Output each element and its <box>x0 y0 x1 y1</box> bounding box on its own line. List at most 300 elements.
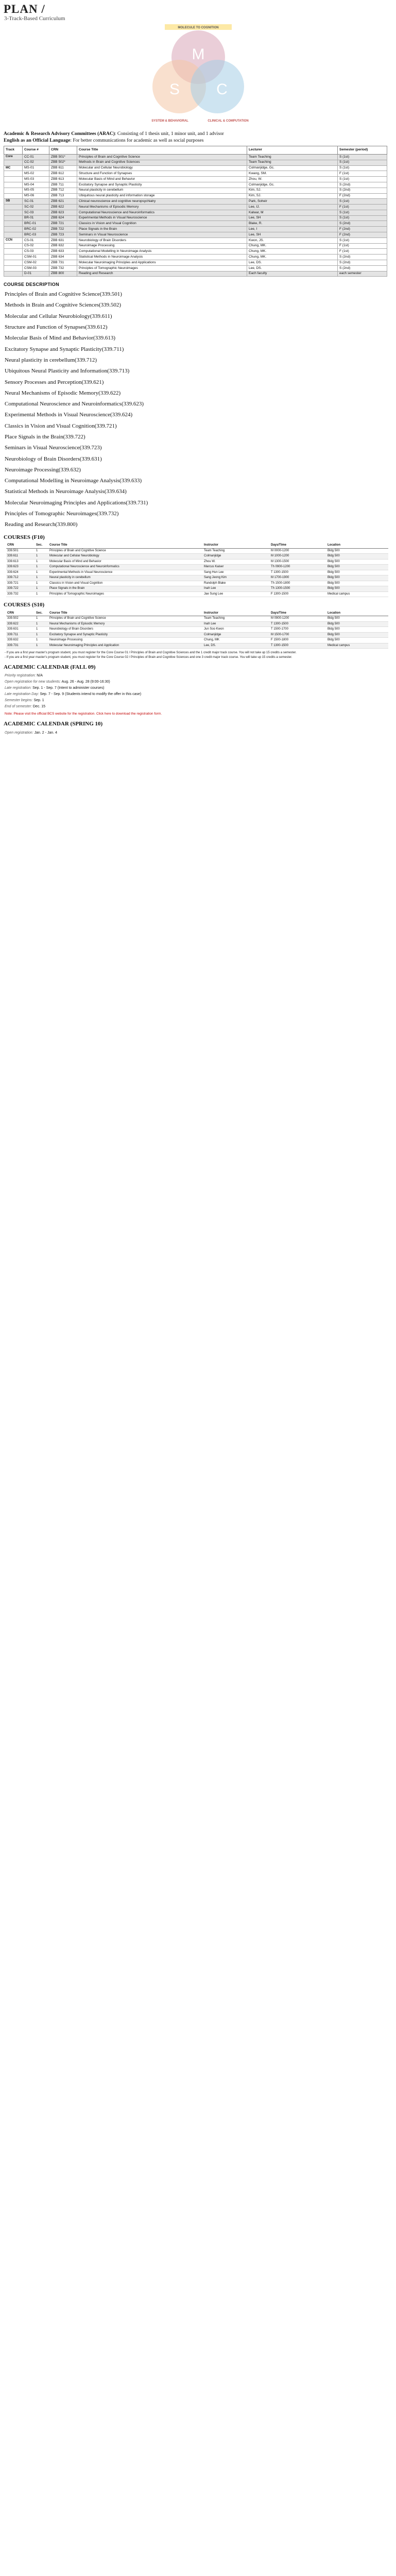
curriculum-cell-course: CS-01 <box>23 238 49 243</box>
curriculum-cell-crn: ZBB 712 <box>49 188 77 193</box>
curriculum-header-row <box>4 146 387 154</box>
curriculum-cell-lecturer: Team Teaching <box>247 160 338 165</box>
curriculum-row <box>4 154 387 160</box>
curriculum-cell-semester: S (2nd) <box>338 188 387 193</box>
schedule-cell: Th 1500-1800 <box>270 581 326 586</box>
schedule-cell: 339.613 <box>6 559 35 565</box>
curriculum-cell-track <box>4 232 23 238</box>
page-title: PLAN / <box>4 3 45 15</box>
schedule-cell: 339.721 <box>6 581 35 586</box>
curriculum-row <box>4 199 387 205</box>
curriculum-cell-track <box>4 188 23 193</box>
curriculum-row <box>4 177 387 182</box>
schedule-column-header: Instructor <box>203 611 270 616</box>
curriculum-cell-lecturer: Lee, SH <box>247 232 338 238</box>
curriculum-cell-semester: each semester <box>338 271 387 277</box>
curriculum-row <box>4 271 387 277</box>
schedule-cell: M 1500-1700 <box>270 632 326 638</box>
schedule-cell: M 1300-1500 <box>270 559 326 565</box>
schedule-cell: 1 <box>35 570 48 575</box>
curriculum-column-header: Track <box>4 146 23 154</box>
curriculum-cell-course: CC-01 <box>23 154 49 160</box>
schedule-cell: M 1000-1200 <box>270 554 326 560</box>
schedule-row <box>6 643 388 649</box>
schedule-row <box>6 548 388 554</box>
curriculum-cell-lecturer: Chung, MK. <box>247 243 338 249</box>
curriculum-cell-title: Computational Neuroscience and Neuroinformatics <box>77 210 247 215</box>
schedule-row <box>6 627 388 633</box>
course-description <box>5 291 392 299</box>
curriculum-cell-lecturer: Kwon, JS. <box>247 238 338 243</box>
schedule-cell: Th 1300-1500 <box>270 586 326 592</box>
curriculum-cell-title: Place Signals in the Brain <box>77 227 247 232</box>
curriculum-cell-track <box>4 160 23 165</box>
english-text: : For better communications for academic as well as social purposes <box>70 138 204 144</box>
curriculum-cell-course: MS-06 <box>23 193 49 199</box>
curriculum-cell-lecturer: Chung, MK. <box>247 249 338 255</box>
course-description-title: Molecular and Cellular Neurobiology(339.611) <box>5 313 112 319</box>
calendar-item-label: Late registration: <box>5 686 32 690</box>
calendar-item-label: End of semester: <box>5 704 32 708</box>
schedule-row <box>6 570 388 575</box>
curriculum-cell-title: Excitatory Synapse and Synaptic Plasticity <box>77 182 247 188</box>
curriculum-cell-title: Reading and Research <box>77 271 247 277</box>
curriculum-cell-track <box>4 260 23 266</box>
curriculum-cell-lecturer: Kim, SJ. <box>247 193 338 199</box>
schedule-cell: M 1700-1900 <box>270 575 326 581</box>
curriculum-cell-track <box>4 210 23 215</box>
curriculum-cell-semester: F (2nd) <box>338 232 387 238</box>
courses-f10-heading: COURSES (F10) <box>4 534 45 540</box>
course-description-title: Place Signals in the Brain(339.722) <box>5 434 85 440</box>
calendar-item <box>5 673 392 679</box>
curriculum-cell-lecturer: Colmanjidge, Gc. <box>247 165 338 171</box>
courses-f10-table <box>6 543 388 597</box>
curriculum-cell-course: BRC-02 <box>23 227 49 232</box>
curriculum-cell-title: Computational Modelling in Neuroimage Analysis <box>77 249 247 255</box>
course-description-title: Experimental Methods in Visual Neuroscience(339.624) <box>5 412 133 418</box>
calendar-note-link[interactable]: Note: Please visit the official BCS website for the registration. Click here to download the registration form. <box>5 711 162 716</box>
schedule-cell: 1 <box>35 586 48 592</box>
curriculum-cell-lecturer: Lee, I <box>247 227 338 232</box>
english-line <box>0 138 396 144</box>
curriculum-cell-crn: ZBB 613 <box>49 177 77 182</box>
curriculum-cell-semester: F (1st) <box>338 171 387 177</box>
course-description-title: Reading and Research(339.800) <box>5 521 78 528</box>
curriculum-cell-lecturer: Park, Soheir <box>247 199 338 205</box>
calendar-item <box>5 730 392 736</box>
schedule-cell[interactable]: Neurobiology of Brain Disorders <box>48 627 203 633</box>
curriculum-cell-course: BR-01 <box>23 215 49 221</box>
schedule-row <box>6 638 388 643</box>
note-line: - If you are a first year master's program student, you must register for the Core Course 01 / Principles of Brain and Cognitive Sciences and the 1 credit major track course. You will not take up 15 credits a semester. <box>5 651 297 655</box>
schedule-cell: 1 <box>35 621 48 627</box>
calendar-item-value: Dec. 15 <box>32 704 45 708</box>
curriculum-cell-track: CCN <box>4 238 23 243</box>
course-description-title: Principles of Brain and Cognitive Science(339.501) <box>5 291 122 298</box>
course-description <box>5 433 392 442</box>
schedule-cell: Bldg 500 <box>326 581 388 586</box>
schedule-cell: 339.732 <box>6 591 35 597</box>
schedule-column-header: Location <box>326 543 388 548</box>
course-description-title: Neuroimage Processing(339.632) <box>5 466 81 473</box>
curriculum-cell-track <box>4 255 23 260</box>
schedule-cell: T 1300-1500 <box>270 570 326 575</box>
curriculum-cell-title: Principles of Tomographic Neuroimages <box>77 265 247 271</box>
schedule-cell: M 0900-1200 <box>270 616 326 622</box>
curriculum-cell-course: CS-03 <box>23 249 49 255</box>
schedule-row <box>6 591 388 597</box>
schedule-cell: Colmanjidge <box>203 632 270 638</box>
schedule-cell[interactable]: Neural plasticity in cerebellum <box>48 575 203 581</box>
curriculum-cell-track <box>4 182 23 188</box>
curriculum-cell-title: Seminars in Visual Neuroscience <box>77 232 247 238</box>
schedule-cell: Team Teaching <box>203 616 270 622</box>
calendar-spring-heading: ACADEMIC CALENDAR (SPRING 10) <box>4 721 103 727</box>
curriculum-cell-title: Principles of Brain and Cognitive Science <box>77 154 247 160</box>
schedule-row <box>6 565 388 570</box>
schedule-cell: Bldg 500 <box>326 632 388 638</box>
arac-line <box>0 131 396 138</box>
curriculum-cell-title: Structure and Function of Synapses <box>77 171 247 177</box>
curriculum-row <box>4 171 387 177</box>
curriculum-cell-course: SC-03 <box>23 210 49 215</box>
schedule-column-header: Course Title <box>48 611 203 616</box>
calendar-spring-list <box>5 730 392 736</box>
curriculum-cell-course: SC-02 <box>23 205 49 210</box>
schedule-cell[interactable]: Place Signals in the Brain <box>48 586 203 592</box>
course-description <box>5 346 392 354</box>
curriculum-cell-track <box>4 193 23 199</box>
curriculum-cell-semester: S (2nd) <box>338 265 387 271</box>
courses-s10-table <box>6 611 388 649</box>
course-description-title: Neural Mechanisms of Episodic Memory(339.622) <box>5 389 121 396</box>
schedule-cell: F 1300-1500 <box>270 591 326 597</box>
venn-right-label: CLINICAL & COMPUTATION <box>207 120 249 123</box>
curriculum-cell-lecturer: Kwang, SM. <box>247 171 338 177</box>
schedule-cell: 1 <box>35 581 48 586</box>
schedule-cell: Medical campus <box>326 643 388 649</box>
schedule-cell: Colmanjidge <box>203 554 270 560</box>
calendar-item-value: Sep. 1 <box>33 699 44 702</box>
curriculum-cell-semester: S (1st) <box>338 215 387 221</box>
schedule-cell: Randolph Blake <box>203 581 270 586</box>
schedule-column-header: Instructor <box>203 543 270 548</box>
arac-text: : Consisting of 1 thesis unit, 1 minor unit, and 1 advisor <box>114 131 224 137</box>
schedule-cell: Bldg 500 <box>326 575 388 581</box>
schedule-row <box>6 632 388 638</box>
schedule-cell: Inah Lee <box>203 586 270 592</box>
schedule-cell: Jae Sung Lee <box>203 591 270 597</box>
courses-s10-heading: COURSES (S10) <box>4 602 45 608</box>
curriculum-cell-crn: ZBB 731 <box>49 260 77 266</box>
schedule-column-header: Sec. <box>35 543 48 548</box>
course-description-title: Classics in Vision and Visual Cognition(339.721) <box>5 422 117 429</box>
calendar-item-label: Priority registration: <box>5 674 36 678</box>
curriculum-cell-lecturer: Lee, IJ. <box>247 205 338 210</box>
course-description-title: Molecular Neuroimaging Principles and Applications(339.731) <box>5 499 148 506</box>
course-description <box>5 444 392 452</box>
schedule-cell: 339.712 <box>6 575 35 581</box>
schedule-cell: 339.624 <box>6 570 35 575</box>
schedule-cell: 339.502 <box>6 616 35 622</box>
courses-s10-body <box>6 616 388 649</box>
curriculum-cell-semester: S (2nd) <box>338 221 387 227</box>
curriculum-cell-lecturer: Each faculty <box>247 271 338 277</box>
schedule-cell: Zhou W. <box>203 559 270 565</box>
course-description <box>5 301 392 310</box>
curriculum-cell-lecturer: Lee, SH <box>247 215 338 221</box>
note-line: - If you are a first year master's program student, you must register for the Core Course 02 / Principles of Brain and Cognitive Sciences and one 3 credit major track course. You will take up 15 credits a semester. <box>5 655 292 659</box>
schedule-cell: 1 <box>35 575 48 581</box>
course-description <box>5 324 392 332</box>
schedule-cell[interactable]: Principles of Brain and Cognitive Science <box>48 616 203 622</box>
course-description <box>5 367 392 376</box>
curriculum-cell-title: Molecular Neuroimaging Principles and Applications <box>77 260 247 266</box>
schedule-row <box>6 581 388 586</box>
curriculum-row <box>4 160 387 165</box>
courses-f10-body <box>6 548 388 597</box>
curriculum-body <box>4 154 387 277</box>
curriculum-cell-semester: S (1st) <box>338 210 387 215</box>
curriculum-cell-semester: S (1st) <box>338 199 387 205</box>
course-description-title: Sensory Processes and Perception(339.621) <box>5 379 104 385</box>
schedule-cell: Bldg 500 <box>326 570 388 575</box>
course-description-title: Computational Neuroscience and Neuroinformatics(339.623) <box>5 401 144 408</box>
curriculum-cell-track: MC <box>4 165 23 171</box>
curriculum-cell-crn: ZBB 732 <box>49 265 77 271</box>
curriculum-cell-title: Molecular Basis of Mind and Behavior <box>77 177 247 182</box>
curriculum-cell-semester: S (2nd) <box>338 182 387 188</box>
schedule-cell: Marcus Kaiser <box>203 565 270 570</box>
curriculum-row <box>4 232 387 238</box>
curriculum-cell-track <box>4 243 23 249</box>
schedule-cell: 1 <box>35 627 48 633</box>
calendar-fall-heading: ACADEMIC CALENDAR (FALL 09) <box>4 664 96 671</box>
curriculum-cell-track <box>4 205 23 210</box>
schedule-column-header: CRN <box>6 543 35 548</box>
curriculum-row <box>4 243 387 249</box>
curriculum-cell-title: Ubiquitous neural plasticity and information storage <box>77 193 247 199</box>
calendar-item-value: Sep. 7 - Sep. 9 (Students intend to modify the offer in this case) <box>40 692 142 697</box>
curriculum-cell-crn: ZBB 623 <box>49 210 77 215</box>
schedule-cell: 339.623 <box>6 565 35 570</box>
course-description-title: Seminars in Visual Neuroscience(339.723) <box>5 445 102 451</box>
curriculum-cell-title: Neural plasticity in cerebellum <box>77 188 247 193</box>
curriculum-cell-semester: S (2nd) <box>338 260 387 266</box>
curriculum-cell-course: D-01 <box>23 271 49 277</box>
curriculum-cell-crn: ZBB 502* <box>49 160 77 165</box>
schedule-cell[interactable]: Neural Mechanisms of Episodic Memory <box>48 621 203 627</box>
schedule-cell[interactable]: Experimental Methods in Visual Neuroscience <box>48 570 203 575</box>
calendar-fall-list <box>5 673 392 709</box>
curriculum-cell-semester: S (1st) <box>338 160 387 165</box>
schedule-cell[interactable]: Computational Neuroscience and Neuroinformatics <box>48 565 203 570</box>
courses-s10-notes <box>5 651 392 659</box>
curriculum-cell-title: Neurobiology of Brain Disorders <box>77 238 247 243</box>
curriculum-cell-title: Experimental Methods in Visual Neuroscience <box>77 215 247 221</box>
course-description <box>5 389 392 398</box>
curriculum-cell-lecturer: Colmanjidge, Gc. <box>247 182 338 188</box>
schedule-row <box>6 575 388 581</box>
curriculum-row <box>4 188 387 193</box>
schedule-cell: 339.631 <box>6 627 35 633</box>
curriculum-cell-lecturer: Kalwar, M <box>247 210 338 215</box>
curriculum-row <box>4 255 387 260</box>
curriculum-cell-semester: S (1st) <box>338 165 387 171</box>
schedule-cell: 1 <box>35 554 48 560</box>
course-description <box>5 499 392 507</box>
schedule-cell: 1 <box>35 638 48 643</box>
schedule-column-header: Course Title <box>48 543 203 548</box>
curriculum-cell-course: CSM-03 <box>23 265 49 271</box>
schedule-cell: Bldg 500 <box>326 586 388 592</box>
course-description <box>5 488 392 496</box>
calendar-item-label: Open registration: <box>5 731 33 735</box>
schedule-cell[interactable]: Principles of Tomographic Neuroimages <box>48 591 203 597</box>
curriculum-cell-track <box>4 177 23 182</box>
course-description-title: Neurobiology of Brain Disorders(339.631) <box>5 455 102 462</box>
calendar-item-label: Semester begins: <box>5 699 33 702</box>
curriculum-cell-crn: ZBB 612 <box>49 171 77 177</box>
schedule-row <box>6 554 388 560</box>
curriculum-cell-course: CSM-02 <box>23 260 49 266</box>
course-description-title: Structure and Function of Synapses(339.612) <box>5 324 108 331</box>
schedule-column-header: Days/Time <box>270 543 326 548</box>
curriculum-cell-crn: ZBB 624 <box>49 215 77 221</box>
curriculum-cell-crn: ZBB 711 <box>49 182 77 188</box>
schedule-cell: T 1300-1500 <box>270 643 326 649</box>
curriculum-column-header: Lecturer <box>247 146 338 154</box>
curriculum-row <box>4 238 387 243</box>
schedule-row <box>6 621 388 627</box>
curriculum-cell-course: MS-02 <box>23 171 49 177</box>
course-description <box>5 422 392 431</box>
curriculum-cell-course: BRC-01 <box>23 221 49 227</box>
curriculum-cell-crn: ZBB 721 <box>49 221 77 227</box>
schedule-cell: Bldg 500 <box>326 616 388 622</box>
curriculum-column-header: Semester (period) <box>338 146 387 154</box>
course-description-title: Statistical Methods in Neuroimage Analysis(339.634) <box>5 488 127 495</box>
schedule-cell: 339.711 <box>6 632 35 638</box>
schedule-cell: Bldg 500 <box>326 621 388 627</box>
course-description <box>5 510 392 518</box>
calendar-item <box>5 691 392 698</box>
schedule-column-header: Sec. <box>35 611 48 616</box>
curriculum-cell-course: MS-04 <box>23 182 49 188</box>
course-description-title: Neural plasticity in cerebellum(339.712) <box>5 357 97 363</box>
curriculum-cell-title: Neuroimage Processing <box>77 243 247 249</box>
schedule-cell: Team Teaching <box>203 548 270 554</box>
schedule-cell[interactable]: Classics in Vision and Visual Cognition <box>48 581 203 586</box>
curriculum-cell-course: CSM-01 <box>23 255 49 260</box>
curriculum-column-header: Course # <box>23 146 49 154</box>
curriculum-cell-lecturer: Kim, SJ. <box>247 188 338 193</box>
curriculum-row <box>4 210 387 215</box>
course-description <box>5 334 392 343</box>
schedule-cell: Chung, MK <box>203 638 270 643</box>
curriculum-cell-semester: S (1st) <box>338 238 387 243</box>
page-subtitle: 3-Track-Based Curriculum <box>4 15 65 22</box>
course-description <box>5 466 392 474</box>
curriculum-cell-crn: ZBB 722 <box>49 227 77 232</box>
curriculum-column-header: Course Title <box>77 146 247 154</box>
curriculum-column-header: CRN <box>49 146 77 154</box>
track-venn-diagram <box>121 22 276 128</box>
venn-letter-s: S <box>169 81 180 98</box>
curriculum-cell-semester: S (1st) <box>338 177 387 182</box>
curriculum-table <box>4 146 387 277</box>
venn-letter-m: M <box>192 46 204 63</box>
schedule-cell: Bldg 500 <box>326 559 388 565</box>
schedule-cell: T 1500-1700 <box>270 627 326 633</box>
schedule-cell: T 1300-1500 <box>270 621 326 627</box>
schedule-cell[interactable]: Excitatory Synapse and Synaptic Plasticity <box>48 632 203 638</box>
curriculum-cell-title: Molecular and Cellular Neurobiology <box>77 165 247 171</box>
schedule-cell[interactable]: Principles of Brain and Cognitive Science <box>48 548 203 554</box>
course-description-title: Methods in Brain and Cognitive Sciences(339.502) <box>5 302 122 309</box>
curriculum-row <box>4 249 387 255</box>
curriculum-cell-lecturer: Chung, MK. <box>247 255 338 260</box>
curriculum-cell-lecturer: Team Teaching <box>247 154 338 160</box>
curriculum-cell-title: Classics in Vision and Visual Cognition <box>77 221 247 227</box>
curriculum-cell-course: MS-05 <box>23 188 49 193</box>
schedule-cell: 1 <box>35 616 48 622</box>
curriculum-cell-crn: ZBB 632 <box>49 243 77 249</box>
course-description-title: Excitatory Synapse and Synaptic Plasticity(339.711) <box>5 346 124 352</box>
schedule-cell[interactable]: Molecular Basis of Mind and Behavior <box>48 559 203 565</box>
calendar-item-value: Aug. 26 - Aug. 28 (9:00-16:30) <box>61 680 110 684</box>
schedule-cell[interactable]: Neuroimage Processing <box>48 638 203 643</box>
schedule-cell: M 0000-1200 <box>270 548 326 554</box>
curriculum-cell-crn: ZBB 633 <box>49 249 77 255</box>
curriculum-cell-title: Methods in Brain and Cognitive Sciences <box>77 160 247 165</box>
curriculum-cell-track <box>4 171 23 177</box>
curriculum-row <box>4 221 387 227</box>
curriculum-cell-track <box>4 221 23 227</box>
schedule-cell: Bldg 500 <box>326 548 388 554</box>
curriculum-cell-track <box>4 227 23 232</box>
curriculum-cell-semester: F (1st) <box>338 243 387 249</box>
venn-left-label: SYSTEM & BEHAVIORAL <box>151 120 188 123</box>
curriculum-cell-crn: ZBB 713 <box>49 193 77 199</box>
curriculum-cell-crn: ZBB 621 <box>49 199 77 205</box>
curriculum-cell-track <box>4 249 23 255</box>
schedule-cell: 339.622 <box>6 621 35 627</box>
schedule-cell: Jun Soo Kwon <box>203 627 270 633</box>
course-description <box>5 477 392 485</box>
courses-f10-header-row <box>6 543 388 548</box>
curriculum-cell-track <box>4 271 23 277</box>
course-description-title: Computational Modelling in Neuroimage Analysis(339.633) <box>5 478 142 484</box>
schedule-cell: 1 <box>35 591 48 597</box>
schedule-cell: 1 <box>35 559 48 565</box>
course-description <box>5 521 392 529</box>
schedule-cell[interactable]: Molecular and Cellular Neurobiology <box>48 554 203 560</box>
schedule-cell[interactable]: Molecular Neuroimaging Principles and Application <box>48 643 203 649</box>
calendar-item-value: N/A <box>37 674 43 678</box>
curriculum-cell-track: Core <box>4 154 23 160</box>
schedule-row <box>6 586 388 592</box>
curriculum-cell-semester: F (1st) <box>338 249 387 255</box>
calendar-item <box>5 679 392 685</box>
calendar-item <box>5 685 392 691</box>
course-description-heading: COURSE DESCRIPTION <box>4 282 59 287</box>
curriculum-cell-crn: ZBB 611 <box>49 165 77 171</box>
curriculum-cell-course: CC-02 <box>23 160 49 165</box>
calendar-item <box>5 704 392 710</box>
schedule-cell: 339.501 <box>6 548 35 554</box>
